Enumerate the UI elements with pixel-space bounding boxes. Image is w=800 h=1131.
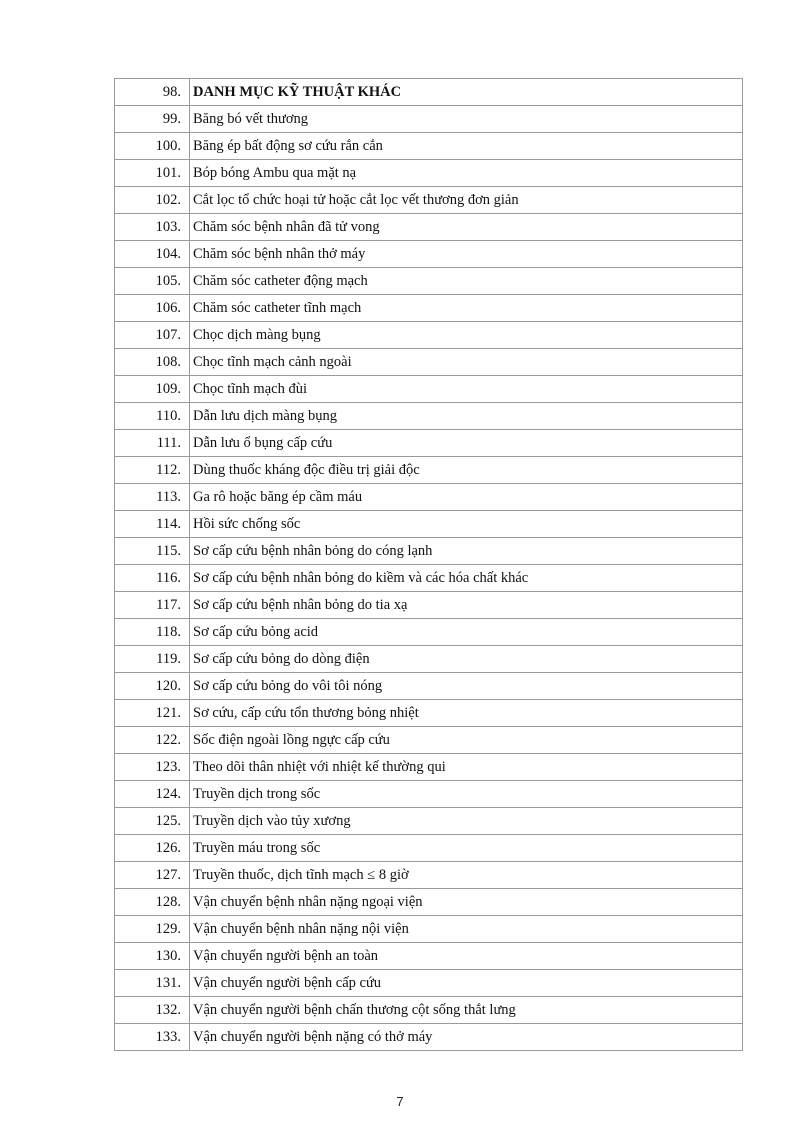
row-number: 121. (115, 700, 190, 727)
table-row (115, 754, 743, 781)
row-number: 133. (115, 1024, 190, 1051)
row-number: 117. (115, 592, 190, 619)
table-row (115, 943, 743, 970)
table-row (115, 484, 743, 511)
technique-name: Truyền thuốc, dịch tĩnh mạch ≤ 8 giờ (190, 862, 743, 889)
technique-list-table (114, 78, 743, 1051)
technique-name: Cắt lọc tổ chức hoại tử hoặc cắt lọc vết thương đơn giản (190, 187, 743, 214)
page-number: 7 (396, 1094, 404, 1109)
row-number: 103. (115, 214, 190, 241)
row-number: 130. (115, 943, 190, 970)
table-row (115, 673, 743, 700)
row-number: 112. (115, 457, 190, 484)
table-row (115, 646, 743, 673)
row-number: 119. (115, 646, 190, 673)
table-row (115, 835, 743, 862)
table-row (115, 997, 743, 1024)
technique-name: Chọc dịch màng bụng (190, 322, 743, 349)
technique-name: Vận chuyển người bệnh nặng có thở máy (190, 1024, 743, 1051)
table-row (115, 538, 743, 565)
table-row (115, 889, 743, 916)
technique-name: Sơ cấp cứu bệnh nhân bỏng do kiềm và các hóa chất khác (190, 565, 743, 592)
row-number: 109. (115, 376, 190, 403)
row-number: 124. (115, 781, 190, 808)
technique-name: Chăm sóc bệnh nhân thở máy (190, 241, 743, 268)
table-row (115, 268, 743, 295)
row-number: 123. (115, 754, 190, 781)
technique-name: Bóp bóng Ambu qua mặt nạ (190, 160, 743, 187)
table-row (115, 808, 743, 835)
table-heading-row (115, 79, 743, 106)
table-row (115, 565, 743, 592)
table-row (115, 214, 743, 241)
row-number: 114. (115, 511, 190, 538)
table-row (115, 970, 743, 997)
table-body (115, 79, 743, 1051)
row-number: 113. (115, 484, 190, 511)
table-row (115, 322, 743, 349)
row-number: 101. (115, 160, 190, 187)
technique-name: Băng ép bất động sơ cứu rắn cắn (190, 133, 743, 160)
technique-name: Sốc điện ngoài lồng ngực cấp cứu (190, 727, 743, 754)
row-number: 131. (115, 970, 190, 997)
technique-name: Vận chuyển người bệnh an toàn (190, 943, 743, 970)
row-number: 128. (115, 889, 190, 916)
technique-name: Vận chuyển người bệnh chấn thương cột sống thắt lưng (190, 997, 743, 1024)
row-number: 98. (115, 79, 190, 106)
technique-name: Chăm sóc catheter động mạch (190, 268, 743, 295)
technique-name: Sơ cấp cứu bệnh nhân bỏng do tia xạ (190, 592, 743, 619)
technique-name: Chọc tĩnh mạch cảnh ngoài (190, 349, 743, 376)
table-row (115, 592, 743, 619)
row-number: 126. (115, 835, 190, 862)
row-number: 118. (115, 619, 190, 646)
technique-name: Sơ cấp cứu bỏng do vôi tôi nóng (190, 673, 743, 700)
technique-name: Dẫn lưu dịch màng bụng (190, 403, 743, 430)
table-row (115, 403, 743, 430)
table-row (115, 781, 743, 808)
table-row (115, 1024, 743, 1051)
row-number: 107. (115, 322, 190, 349)
technique-name: Vận chuyển bệnh nhân nặng nội viện (190, 916, 743, 943)
technique-name: Băng bó vết thương (190, 106, 743, 133)
technique-name: Dẫn lưu ổ bụng cấp cứu (190, 430, 743, 457)
row-number: 127. (115, 862, 190, 889)
table-row (115, 160, 743, 187)
row-number: 111. (115, 430, 190, 457)
row-number: 110. (115, 403, 190, 430)
table-row (115, 619, 743, 646)
table-row (115, 133, 743, 160)
technique-name: Hồi sức chống sốc (190, 511, 743, 538)
table-row (115, 862, 743, 889)
technique-name: Vận chuyển bệnh nhân nặng ngoại viện (190, 889, 743, 916)
row-number: 132. (115, 997, 190, 1024)
technique-name: Vận chuyển người bệnh cấp cứu (190, 970, 743, 997)
technique-name: Sơ cấp cứu bệnh nhân bỏng do cóng lạnh (190, 538, 743, 565)
table-row (115, 376, 743, 403)
section-heading: DANH MỤC KỸ THUẬT KHÁC (190, 79, 743, 106)
table-row (115, 511, 743, 538)
technique-name: Ga rô hoặc băng ép cầm máu (190, 484, 743, 511)
technique-name: Truyền dịch vào tủy xương (190, 808, 743, 835)
table-row (115, 349, 743, 376)
table-row (115, 700, 743, 727)
technique-name: Truyền máu trong sốc (190, 835, 743, 862)
technique-name: Chọc tĩnh mạch đùi (190, 376, 743, 403)
row-number: 99. (115, 106, 190, 133)
row-number: 116. (115, 565, 190, 592)
row-number: 106. (115, 295, 190, 322)
technique-name: Dùng thuốc kháng độc điều trị giải độc (190, 457, 743, 484)
technique-name: Chăm sóc catheter tĩnh mạch (190, 295, 743, 322)
table-row (115, 457, 743, 484)
table-row (115, 187, 743, 214)
row-number: 104. (115, 241, 190, 268)
row-number: 108. (115, 349, 190, 376)
table-row (115, 295, 743, 322)
row-number: 120. (115, 673, 190, 700)
row-number: 105. (115, 268, 190, 295)
technique-name: Sơ cấp cứu bỏng do dòng điện (190, 646, 743, 673)
technique-name: Chăm sóc bệnh nhân đã tử vong (190, 214, 743, 241)
table-row (115, 727, 743, 754)
row-number: 122. (115, 727, 190, 754)
row-number: 115. (115, 538, 190, 565)
table-row (115, 430, 743, 457)
technique-name: Sơ cấp cứu bỏng acid (190, 619, 743, 646)
row-number: 129. (115, 916, 190, 943)
technique-name: Theo dõi thân nhiệt với nhiệt kế thường qui (190, 754, 743, 781)
row-number: 100. (115, 133, 190, 160)
technique-name: Sơ cứu, cấp cứu tổn thương bỏng nhiệt (190, 700, 743, 727)
table-row (115, 106, 743, 133)
technique-name: Truyền dịch trong sốc (190, 781, 743, 808)
table-row (115, 916, 743, 943)
table-row (115, 241, 743, 268)
row-number: 125. (115, 808, 190, 835)
row-number: 102. (115, 187, 190, 214)
